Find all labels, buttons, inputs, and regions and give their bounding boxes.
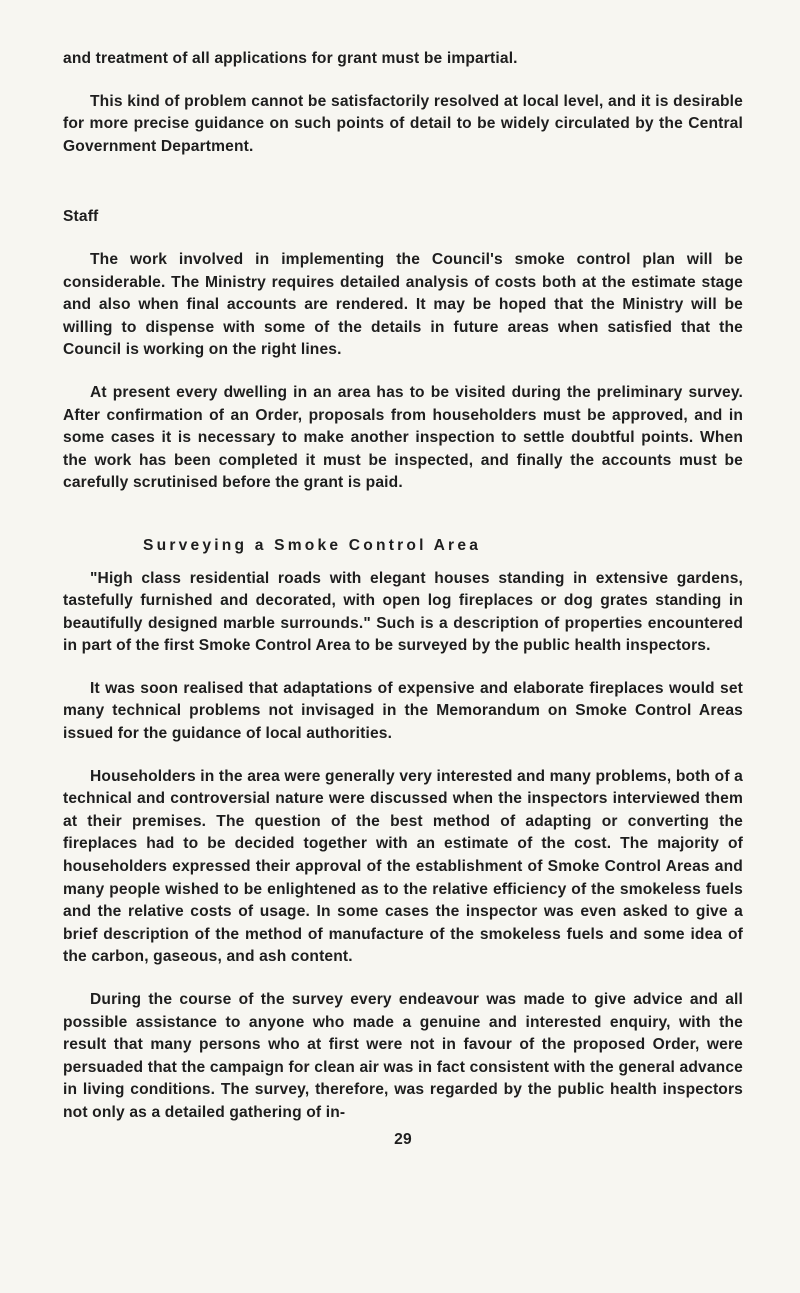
paragraph-continuation: and treatment of all applications for grant must be impartial.: [63, 50, 518, 67]
paragraph-high-class-roads: "High class residential roads with elegant houses standing in extensive gardens, tastefully furnished and decorated, with open log fireplaces or dog grates standing in beautifully designed marble surrounds." Such is a description of properties encountered in part of the first Smoke Control Area to be surveyed by the public health inspectors.: [63, 569, 743, 655]
paragraph-local-level: This kind of problem cannot be satisfactorily resolved at local level, and it is desirable for more precise guidance on such points of detail to be widely circulated by the Central Government Department.: [63, 92, 743, 155]
paragraph-householders: Householders in the area were generally very interested and many problems, both of a technical and controversial nature were discussed when the inspectors interviewed them at their premises. The question of the best method of adapting or converting the fireplaces had to be decided together with an estimate of the cost. The majority of householders expressed their approval of the establishment of Smoke Control Areas and many people wished to be enlightened as to the relative efficiency of the smokeless fuels and the relative costs of usage. In some cases the inspector was even asked to give a brief description of the method of manufacture of the smokeless fuels and some idea of the carbon, gaseous, and ash content.: [63, 767, 744, 966]
paragraph-work-involved: The work involved in implementing the Council's smoke control plan will be considerable. The Ministry requires detailed analysis of costs both at the estimate stage and also when final accounts are rendered. It may be hoped that the Ministry will be willing to dispense with some of the details in future areas when satisfied that the Council is working on the right lines.: [63, 250, 743, 359]
section-heading-staff: Staff: [63, 208, 99, 226]
section-heading-surveying: Surveying a Smoke Control Area: [143, 536, 482, 554]
paragraph-survey-advice: During the course of the survey every endeavour was made to give advice and all possible assistance to anyone who made a genuine and interested enquiry, with the result that many persons who at first were not in favour of the proposed Order, were persuaded that the campaign for clean air was in fact consistent with the general advance in living conditions. The survey, therefore, was regarded by the public health inspectors not only as a detailed gathering of in-: [63, 991, 743, 1121]
paragraph-dwelling-visits: At present every dwelling in an area has to be visited during the preliminary survey. After confirmation of an Order, proposals from householders must be approved, and in some cases it is necessary to make another inspection to settle doubtful points. When the work has been completed it must be inspected, and finally the accounts must be carefully scrutinised before the grant is paid.: [63, 383, 743, 492]
paragraph-fireplace-adaptations: It was soon realised that adaptations of expensive and elaborate fireplaces would set many technical problems not invisaged in the Memorandum on Smoke Control Areas issued for the guidance of local authorities.: [63, 679, 743, 743]
document-page: [63, 48, 743, 1151]
page-number: 29: [394, 1130, 412, 1148]
